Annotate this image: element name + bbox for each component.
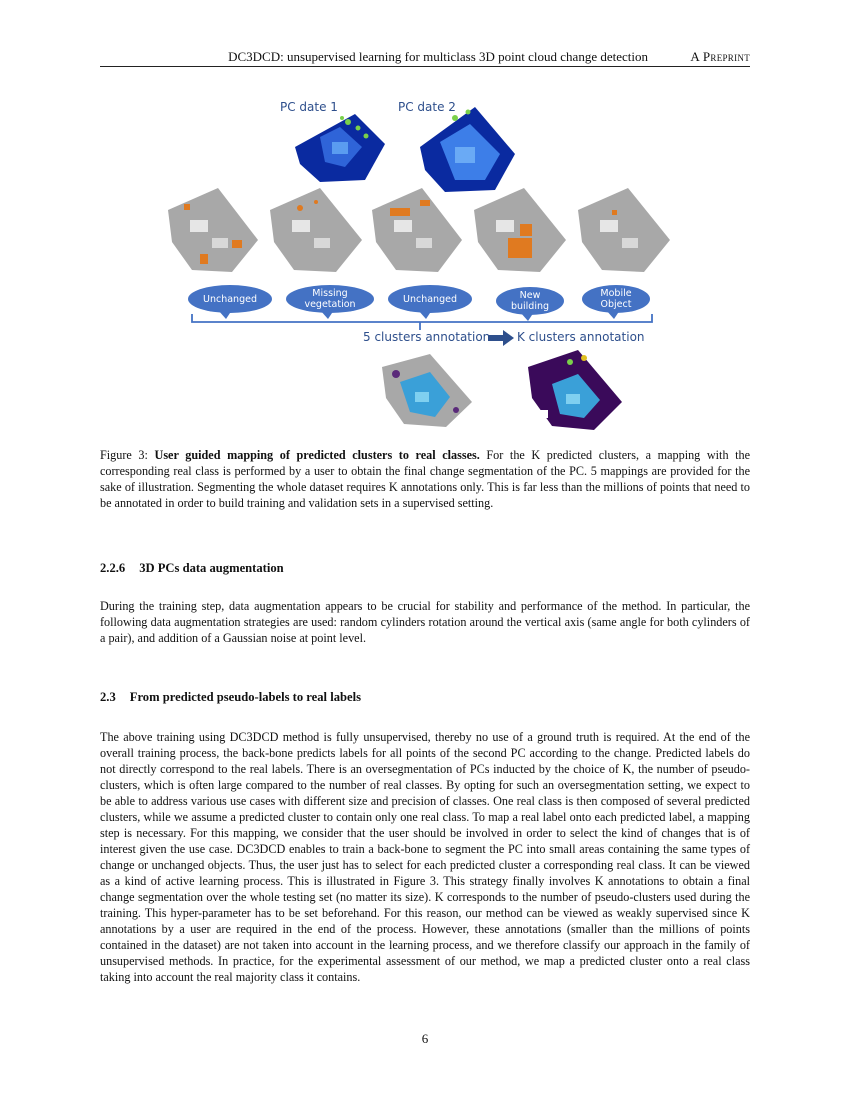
pc-date1-image [295, 114, 385, 182]
heading-2-3-number: 2.3 [100, 690, 116, 704]
brace [192, 314, 652, 330]
paragraph-2-3: The above training using DC3DCD method is fully unsupervised, thereby no use of a ground truth is required. At the end of the overall training process, the back-bone predicts labels for all points of the second PC according to the change. Predicted labels do not directly correspond to the real labels. There is an oversegmentation of PCs inducted by the choice of K, the number of pseudo-clusters, which is often large compared to the number of real classes. By opting for such an oversegmentation setting, we expect to be able to address various use cases with different size and precision of classes. One real class is then composed of several predicted clusters, while we assume a predicted cluster to contain only one real class. To map a real label onto each predicted label, a mapping step is necessary. For this mapping, we consider that the user should be involved in order to select the kind of changes that is of interest given the use case. DC3DCD enables to train a back-bone to segment the PC into small areas containing the same types of change or unchanged objects. Thus, the user just has to select for each predicted cluster a corresponding real class. It can be viewed as a kind of active learning process. This is illustrated in Figure 3. This strategy finally involves K annotations to obtain a final change segmentation over the whole testing set (no matter its size). K corresponds to the number of pseudo-clusters used during the training. This hyper-parameter has to be set beforehand. For this reason, our method can be viewed as weakly supervised since K annotations by a user are required in the end of the process. However, these annotations (smaller than the millions of points contained in the dataset) are not taken into account in the learning process, and we therefore classify our approach in the family of unsupervised methods. In practice, for the experimental assessment of our method, we map a predicted cluster onto a real class taking into account the real majority class it contains. [100, 730, 750, 984]
paragraph-2-2-6: During the training step, data augmentation appears to be crucial for stability and performance of the method. In particular, the following data augmentation strategies are used: random cylinders rotation around the vertical axis (same angle for both cylinders of a pair), and addition of a Gaussian noise at point level. [100, 599, 750, 645]
heading-2-2-6-number: 2.2.6 [100, 561, 126, 575]
result-5-clusters-image [382, 354, 472, 427]
cluster-4-image [474, 188, 566, 272]
caption-bold: User guided mapping of predicted clusters to real classes. [154, 448, 480, 462]
figure-graphic [100, 92, 750, 432]
pc-date1-label: PC date 1 [280, 100, 338, 114]
bubble-label-4: New building [510, 290, 550, 312]
pc-date2-image [420, 107, 515, 192]
cluster-3-image [372, 188, 462, 272]
annot-left-label: 5 clusters annotation [363, 330, 491, 344]
cluster-2-image [270, 188, 362, 272]
arrow-icon [488, 330, 514, 346]
header-title: DC3DCD: unsupervised learning for multiclass 3D point cloud change detection [228, 49, 648, 64]
bubble-label-5: Mobile Object [600, 288, 632, 310]
bubble-label-2: Missing vegetation [304, 288, 356, 310]
page-number: 6 [421, 1031, 429, 1046]
annot-right-label: K clusters annotation [517, 330, 645, 344]
header-preprint: A Preprint [690, 49, 750, 64]
figure-3 [100, 92, 750, 432]
heading-2-2-6 [100, 561, 284, 576]
cluster-1-image [168, 188, 258, 272]
cluster-5-image [578, 188, 670, 272]
caption-label: Figure 3: [100, 448, 148, 462]
bubble-label-3: Unchanged [403, 293, 457, 305]
heading-2-3-title: From predicted pseudo-labels to real labels [129, 690, 361, 704]
bubble-label-1: Unchanged [203, 293, 257, 305]
caption-text: For the K predicted clusters, a mapping with the corresponding real class is performed by a user to obtain the final change segmentation of the PC. 5 mappings are provided for the sake of illustration. Segmenting the whole dataset requires K annotations only. This is far less than the millions of points that need to be annotated in order to build training and validation sets in a supervised setting. [100, 448, 751, 510]
heading-2-2-6-title: 3D PCs data augmentation [139, 561, 284, 575]
figure-caption [100, 447, 750, 511]
heading-2-3 [100, 690, 361, 705]
pc-date2-label: PC date 2 [398, 100, 456, 114]
result-k-clusters-image [528, 350, 622, 430]
running-header [100, 46, 750, 67]
